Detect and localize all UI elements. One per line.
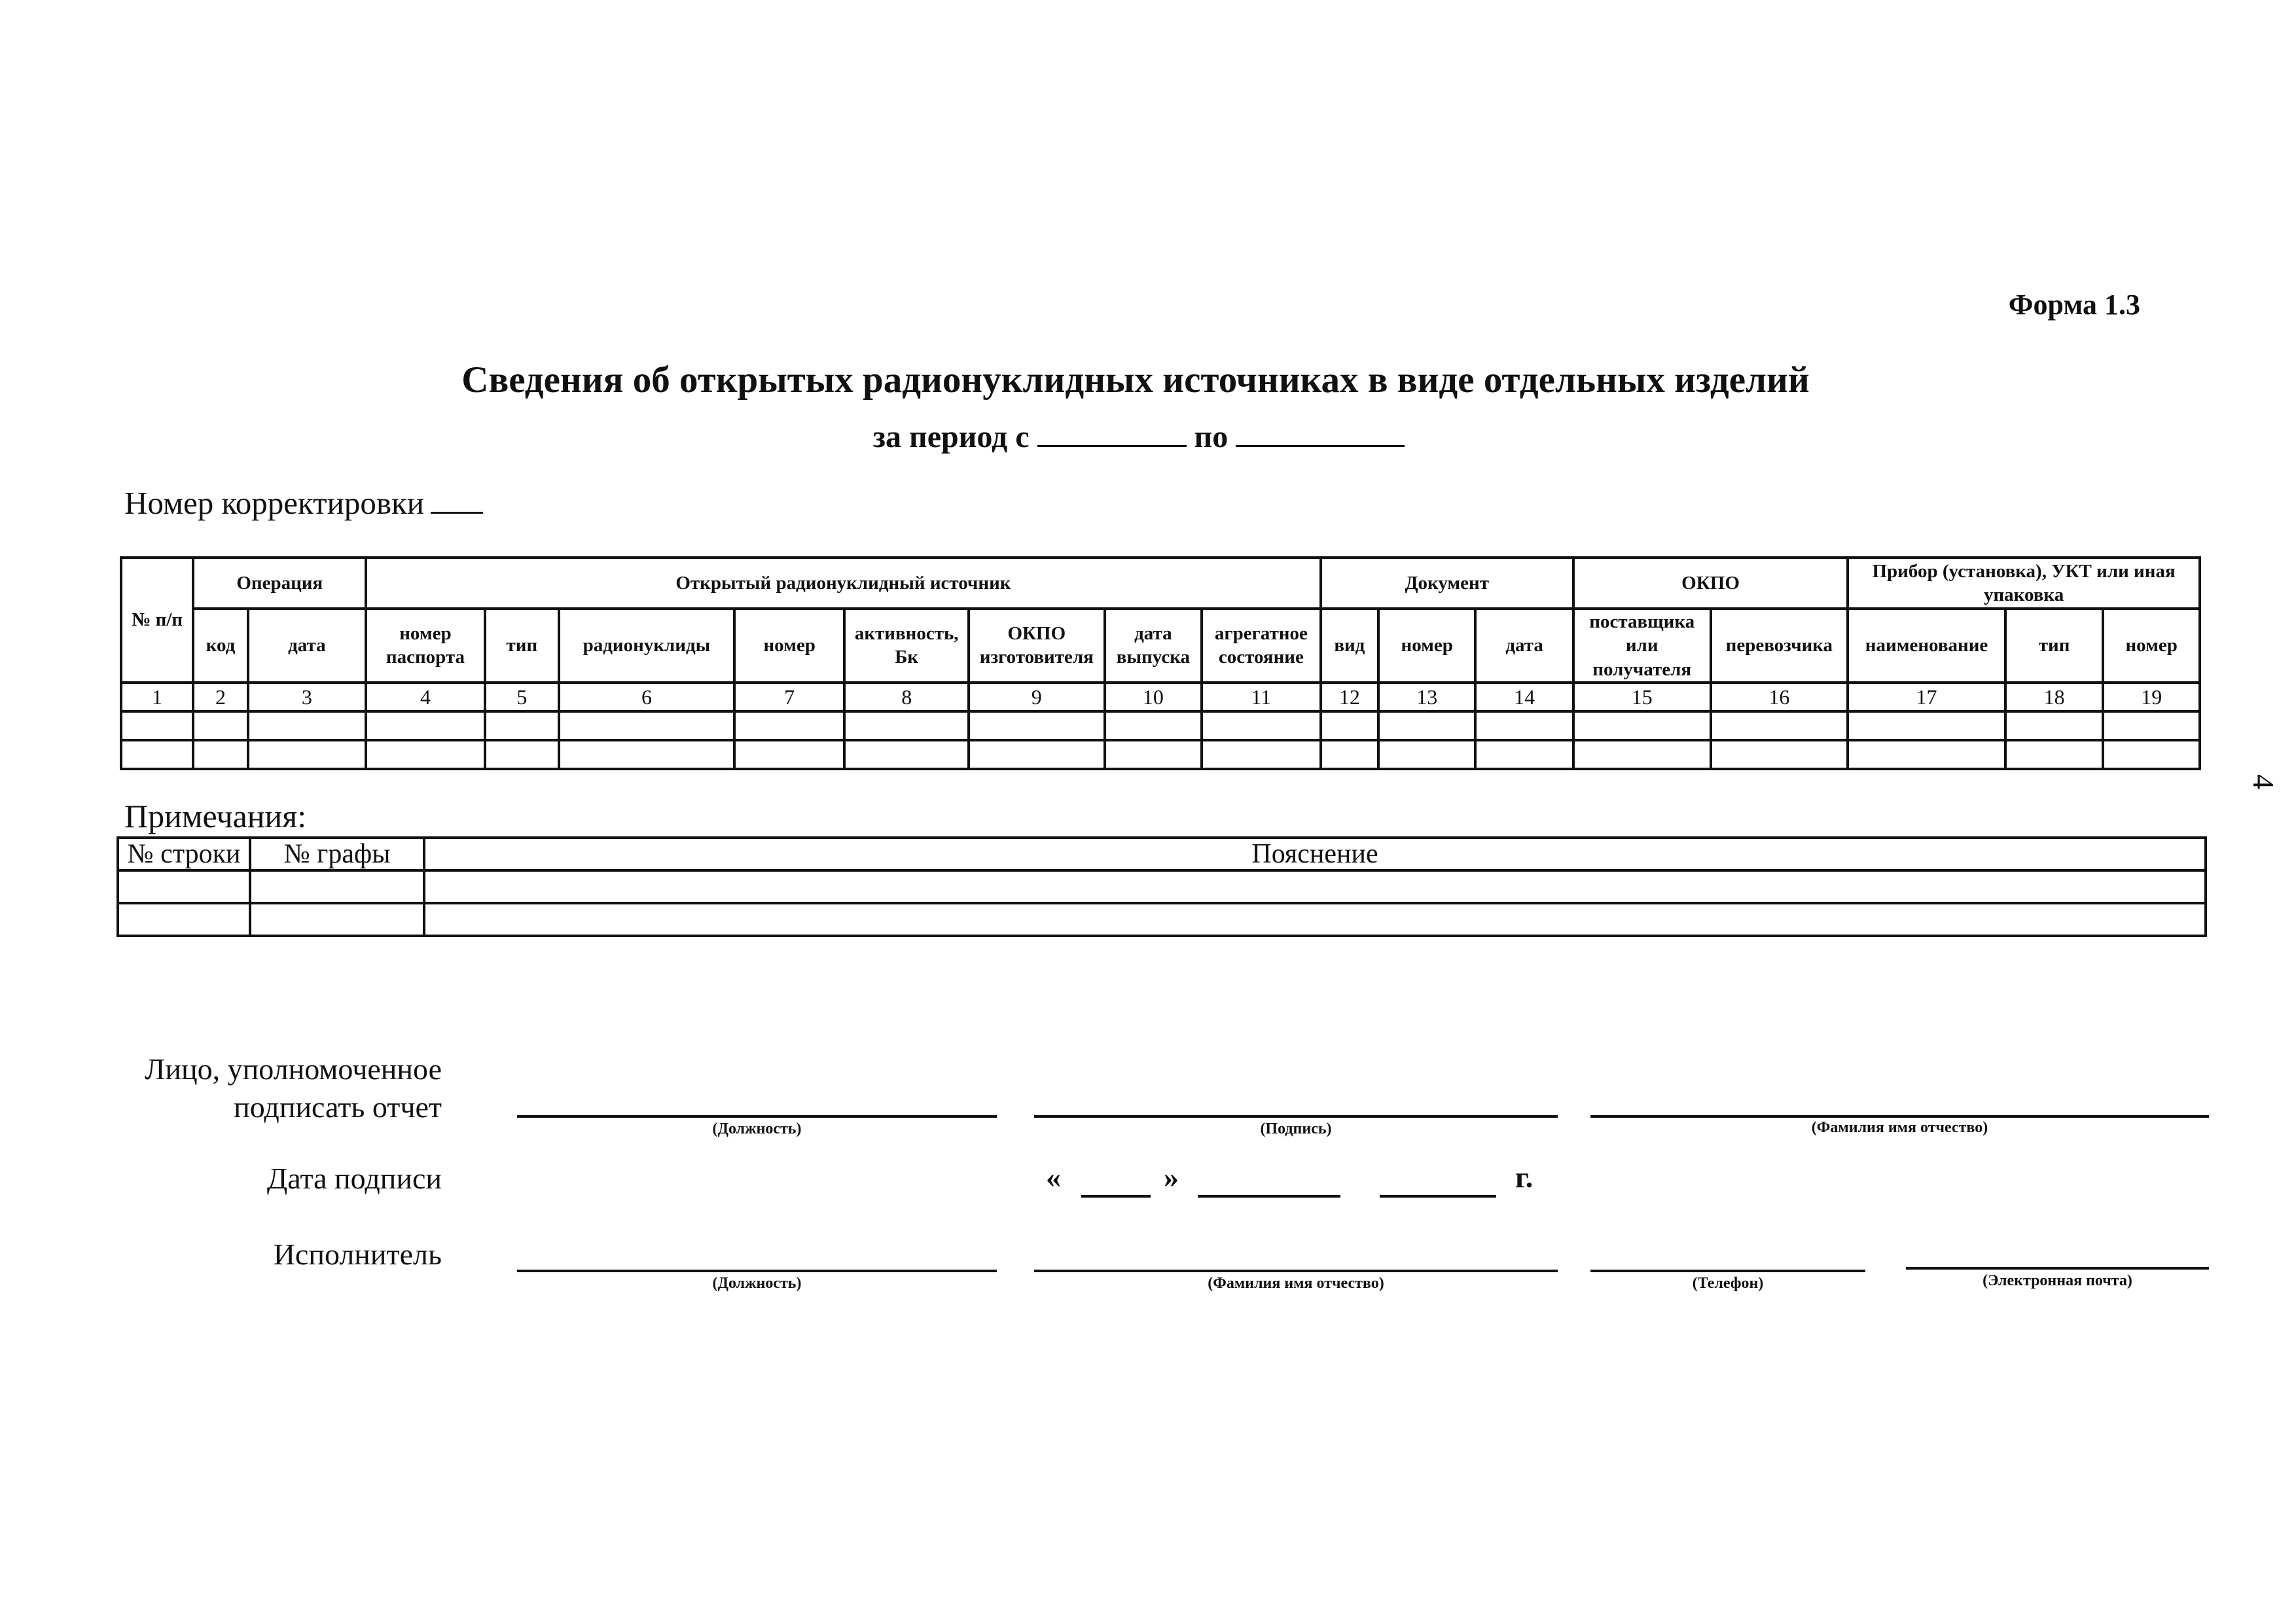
table-cell[interactable]	[844, 711, 969, 740]
group-source: Открытый радионуклидный источник	[366, 558, 1321, 609]
table-cell[interactable]	[121, 740, 193, 769]
caption-full-name: (Фамилия имя отчество)	[1208, 1275, 1384, 1292]
table-cell[interactable]	[121, 711, 193, 740]
col-header: дата выпуска	[1105, 609, 1202, 683]
caption-full-name: (Фамилия имя отчество)	[1811, 1119, 1988, 1136]
table-cell[interactable]	[1848, 711, 2005, 740]
quote-close: »	[1164, 1160, 1179, 1194]
period-line	[0, 419, 2278, 455]
table-cell[interactable]	[2005, 740, 2103, 769]
col-header: тип	[2005, 609, 2103, 683]
table-cell[interactable]	[118, 903, 250, 936]
table-cell[interactable]	[1573, 740, 1711, 769]
table-cell[interactable]	[248, 740, 367, 769]
table-cell[interactable]	[118, 870, 250, 903]
executor-position-line[interactable]	[517, 1270, 997, 1272]
col-header: дата	[1475, 609, 1573, 683]
executor-name-line[interactable]	[1034, 1270, 1558, 1272]
authorized-person-label: Лицо, уполномоченное подписать отчет	[145, 1052, 442, 1124]
table-cell[interactable]	[485, 711, 559, 740]
column-number: 15	[1573, 683, 1711, 711]
table-cell[interactable]	[250, 903, 424, 936]
table-cell[interactable]	[1202, 740, 1321, 769]
notes-table	[117, 836, 2207, 937]
col-header: тип	[485, 609, 559, 683]
form-number: Форма 1.3	[2008, 289, 2140, 321]
table-row	[118, 870, 2206, 903]
column-number: 4	[366, 683, 485, 711]
column-number: 5	[485, 683, 559, 711]
table-cell[interactable]	[1321, 711, 1378, 740]
group-device: Прибор (установка), УКТ или иная упаковка	[1848, 558, 2200, 609]
column-number: 19	[2103, 683, 2200, 711]
table-cell[interactable]	[969, 740, 1105, 769]
table-cell[interactable]	[1475, 740, 1573, 769]
col-header: активность, Бк	[844, 609, 969, 683]
table-cell[interactable]	[366, 740, 485, 769]
year-suffix: г.	[1515, 1160, 1534, 1194]
table-cell[interactable]	[1711, 711, 1848, 740]
col-header: дата	[248, 609, 367, 683]
caption-position: (Должность)	[712, 1120, 802, 1137]
notes-col-column: № графы	[250, 838, 424, 870]
correction-field[interactable]	[431, 486, 483, 514]
col-header: перевозчика	[1711, 609, 1848, 683]
executor-label: Исполнитель	[273, 1238, 442, 1271]
authorized-position-line[interactable]	[517, 1115, 997, 1118]
table-cell[interactable]	[250, 870, 424, 903]
table-cell[interactable]	[2103, 711, 2200, 740]
col-header: радионуклиды	[559, 609, 734, 683]
column-number: 17	[1848, 683, 2005, 711]
table-cell[interactable]	[969, 711, 1105, 740]
table-cell[interactable]	[559, 711, 734, 740]
table-cell[interactable]	[193, 740, 247, 769]
col-header: номер паспорта	[366, 609, 485, 683]
table-row	[118, 903, 2206, 936]
table-cell[interactable]	[1475, 711, 1573, 740]
col-header: номер	[734, 609, 845, 683]
document-title: Сведения об открытых радионуклидных источниках в виде отдельных изделий	[461, 359, 1810, 401]
table-cell[interactable]	[1321, 740, 1378, 769]
group-okpo: ОКПО	[1573, 558, 1848, 609]
column-number: 14	[1475, 683, 1573, 711]
table-cell[interactable]	[424, 870, 2206, 903]
group-operation: Операция	[193, 558, 366, 609]
table-cell[interactable]	[366, 711, 485, 740]
table-cell[interactable]	[424, 903, 2206, 936]
column-number: 1	[121, 683, 193, 711]
correction-line	[124, 484, 483, 522]
col-header: номер	[1378, 609, 1475, 683]
page-number: 4	[2247, 774, 2280, 789]
col-header: код	[193, 609, 247, 683]
caption-phone: (Телефон)	[1692, 1275, 1764, 1292]
table-cell[interactable]	[1573, 711, 1711, 740]
column-number: 11	[1202, 683, 1321, 711]
table-cell[interactable]	[1105, 711, 1202, 740]
column-number: 16	[1711, 683, 1848, 711]
table-cell[interactable]	[2005, 711, 2103, 740]
table-cell[interactable]	[734, 740, 845, 769]
col-header: номер	[2103, 609, 2200, 683]
date-year-field[interactable]	[1380, 1195, 1496, 1198]
table-cell[interactable]	[1378, 740, 1475, 769]
table-cell[interactable]	[1378, 711, 1475, 740]
col-row-number: № п/п	[121, 558, 193, 683]
authorized-name-line[interactable]	[1590, 1115, 2209, 1118]
column-number-row	[121, 683, 2200, 711]
table-row	[121, 711, 2200, 740]
executor-email-line[interactable]	[1906, 1267, 2209, 1270]
table-cell[interactable]	[1202, 711, 1321, 740]
date-day-field[interactable]	[1081, 1195, 1151, 1198]
caption-email: (Электронная почта)	[1982, 1272, 2132, 1289]
col-header: вид	[1321, 609, 1378, 683]
notes-label: Примечания:	[124, 798, 307, 834]
column-number: 8	[844, 683, 969, 711]
period-from-field[interactable]	[1037, 419, 1187, 447]
col-header: агрегатное состояние	[1202, 609, 1321, 683]
column-number: 6	[559, 683, 734, 711]
caption-position: (Должность)	[712, 1275, 802, 1292]
correction-label: Номер корректировки	[124, 485, 424, 521]
table-cell[interactable]	[844, 740, 969, 769]
sources-table	[120, 556, 2201, 770]
table-cell[interactable]	[248, 711, 367, 740]
table-cell[interactable]	[193, 711, 247, 740]
table-cell[interactable]	[485, 740, 559, 769]
notes-col-explanation: Пояснение	[424, 838, 2206, 870]
table-cell[interactable]	[1105, 740, 1202, 769]
table-cell[interactable]	[2103, 740, 2200, 769]
group-document: Документ	[1321, 558, 1573, 609]
table-cell[interactable]	[559, 740, 734, 769]
period-to-label: по	[1194, 419, 1229, 454]
period-to-field[interactable]	[1236, 419, 1405, 447]
col-header: ОКПО изготовителя	[969, 609, 1105, 683]
quote-open: «	[1046, 1160, 1061, 1194]
table-cell[interactable]	[734, 711, 845, 740]
signing-date-label: Дата подписи	[266, 1162, 442, 1195]
period-from-label: за период с	[872, 419, 1030, 454]
date-month-field[interactable]	[1198, 1195, 1340, 1198]
caption-signature: (Подпись)	[1260, 1120, 1332, 1137]
column-number: 10	[1105, 683, 1202, 711]
column-number: 12	[1321, 683, 1378, 711]
notes-col-row: № строки	[118, 838, 250, 870]
column-number: 3	[248, 683, 367, 711]
col-header: наименование	[1848, 609, 2005, 683]
column-number: 2	[193, 683, 247, 711]
column-number: 7	[734, 683, 845, 711]
table-row	[121, 740, 2200, 769]
table-cell[interactable]	[1711, 740, 1848, 769]
column-number: 13	[1378, 683, 1475, 711]
column-number: 18	[2005, 683, 2103, 711]
column-number: 9	[969, 683, 1105, 711]
table-cell[interactable]	[1848, 740, 2005, 769]
authorized-signature-line[interactable]	[1034, 1115, 1558, 1118]
col-header: поставщика или получателя	[1573, 609, 1711, 683]
executor-phone-line[interactable]	[1590, 1270, 1865, 1272]
